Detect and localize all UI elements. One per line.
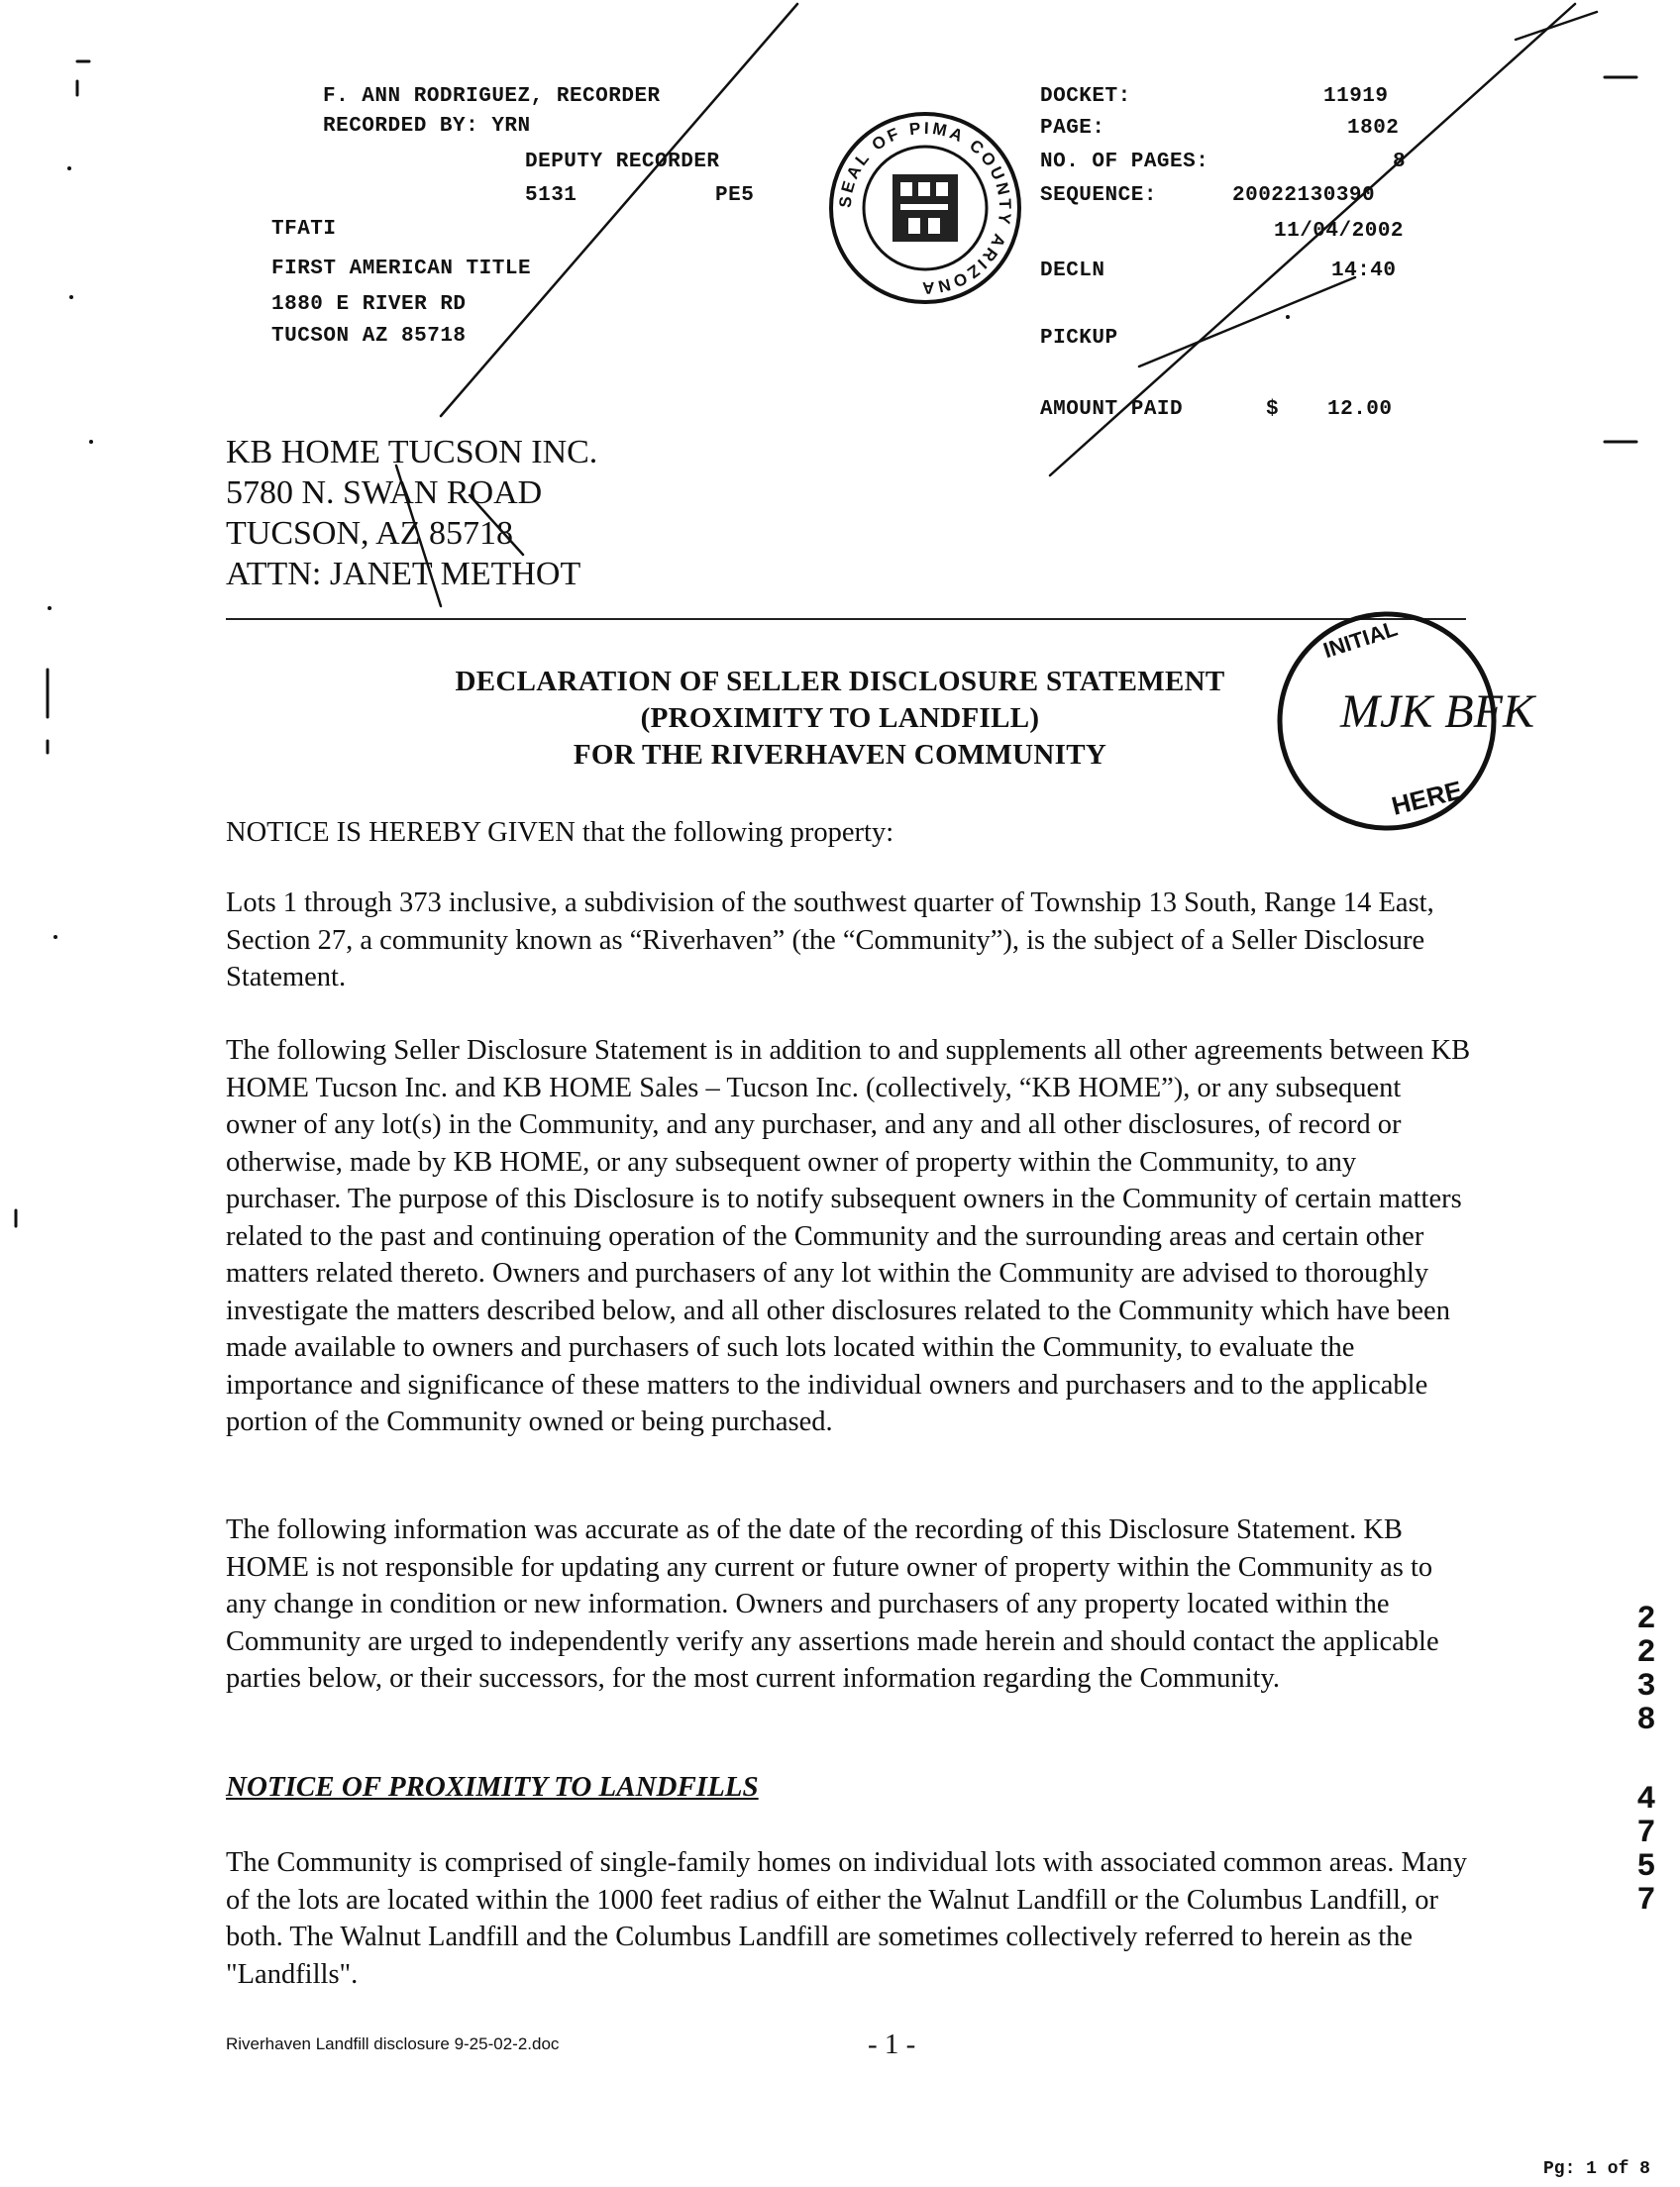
side-digit: 2 [1636, 1634, 1656, 1671]
notice-text: NOTICE IS HEREBY GIVEN that the following property: [226, 817, 894, 848]
side-reference-bottom [1627, 1783, 1666, 1918]
side-digit: 4 [1636, 1781, 1656, 1818]
declaration-title-line2: (PROXIMITY TO LANDFILL) [640, 702, 1040, 734]
pickup-label: PICKUP [1040, 327, 1118, 350]
docket-value: 11919 [1323, 85, 1389, 108]
amount-value: 12.00 [1327, 398, 1393, 421]
paragraph-4 [226, 1844, 1474, 1993]
seal-text: SEAL OF PIMA COUNTY ARIZONA [835, 118, 1015, 298]
stamp-initials: MJK BFK [1340, 685, 1534, 738]
recorder-code-left: 5131 [525, 184, 578, 207]
return-address [226, 432, 597, 594]
declaration-title-line1: DECLARATION OF SELLER DISCLOSURE STATEMENT [455, 666, 1225, 697]
paragraph-4-text: The Community is comprised of single-family homes on individual lots with associated common areas. Many of the lots are located within the 1000 feet radius of either the Walnut Landfill or the Columbus Landfill, or both. The Walnut Landfill and the Columbus Landfill are sometimes collectively referred to herein as the "Landfills". [226, 1847, 1467, 1990]
decln-label: DECLN [1040, 260, 1105, 282]
side-reference-top [1627, 1603, 1666, 1737]
stamp-bottom-text: HERE [1388, 775, 1466, 821]
side-digit: 7 [1636, 1815, 1656, 1851]
sequence-value: 20022130390 [1232, 184, 1376, 207]
recorder-code-right: PE5 [715, 184, 755, 207]
side-digit: 3 [1636, 1668, 1656, 1705]
amount-paid-label: AMOUNT PAID [1040, 398, 1184, 421]
company-city: TUCSON AZ 85718 [271, 325, 467, 348]
paragraph-3-text: The following information was accurate as of the date of the recording of this Disclosure Statement. KB HOME is not responsible for updating any current or future owner of property within the Community as to any change in condition or new information. Owners and purchasers of any property located within the Community are urged to independently verify any assertions made herein and should contact the applicable parties below, or their successors, for the most current information regarding the Community. [226, 1514, 1439, 1694]
stamp-top-text: INITIAL [1319, 615, 1401, 664]
paragraph-1-text: Lots 1 through 373 inclusive, a subdivision of the southwest quarter of Township 13 South, Range 14 East, Section 27, a community known as “Riverhaven” (the “Community”), is the subject of a Seller Disclosure Statement. [226, 887, 1434, 992]
return-address-line2: 5780 N. SWAN ROAD [226, 474, 543, 511]
return-address-line3: TUCSON, AZ 85718 [226, 515, 513, 552]
sequence-label: SEQUENCE: [1040, 184, 1157, 207]
amount-currency: $ [1266, 398, 1280, 421]
tfati-code: TFATI [271, 218, 337, 241]
declaration-title-line3: FOR THE RIVERHAVEN COMMUNITY [573, 739, 1107, 771]
no-pages-label: NO. OF PAGES: [1040, 151, 1209, 173]
paragraph-2 [226, 1032, 1474, 1441]
page-label: PAGE: [1040, 117, 1105, 140]
side-digit: 5 [1636, 1848, 1656, 1885]
paragraph-3 [226, 1511, 1474, 1698]
return-address-line4: ATTN: JANET METHOT [226, 556, 581, 592]
footer-page-number: - 1 - [868, 2029, 916, 2060]
section-heading: NOTICE OF PROXIMITY TO LANDFILLS [226, 1771, 759, 1803]
record-time: 14:40 [1331, 260, 1397, 282]
recorder-page-count: Pg: 1 of 8 [1542, 2159, 1650, 2179]
paragraph-1 [226, 885, 1474, 996]
no-pages-value: 8 [1393, 151, 1407, 173]
deputy-recorder: DEPUTY RECORDER [525, 151, 720, 173]
docket-label: DOCKET: [1040, 85, 1131, 108]
record-date: 11/04/2002 [1274, 220, 1405, 243]
company-street: 1880 E RIVER RD [271, 293, 467, 316]
paragraph-2-text: The following Seller Disclosure Statement is in addition to and supplements all other agreements between KB HOME Tucson Inc. and KB HOME Sales – Tucson Inc. (collectively, “KB HOME”), or any subsequent owner of any lot(s) in the Community, and any purchaser, and any and all other disclosures, of record or otherwise, made by KB HOME, or any subsequent owner of property within the Community, to any purchaser. The purpose of this Disclosure is to notify subsequent owners in the Community of certain matters related to the past and continuing operation of the Community and the surrounding areas and certain other matters related thereto. Owners and purchasers of any lot within the Community are advised to thoroughly investigate the matters described below, and all other disclosures related to the Community which have been made available to owners and purchasers of such lots located within the Community, to evaluate the importance and significance of these matters to the individual owners and purchasers and to the applicable portion of the Community owned or being purchased. [226, 1035, 1471, 1437]
title-company: FIRST AMERICAN TITLE [271, 258, 532, 280]
notice-line [226, 814, 1474, 852]
return-address-line1: KB HOME TUCSON INC. [226, 434, 598, 470]
recorded-by: RECORDED BY: YRN [323, 115, 531, 138]
recorder-name: F. ANN RODRIGUEZ, RECORDER [323, 85, 661, 108]
page-value: 1802 [1347, 117, 1400, 140]
side-digit: 7 [1636, 1882, 1656, 1919]
side-digit: 8 [1636, 1702, 1656, 1738]
side-digit: 2 [1636, 1601, 1656, 1637]
county-seal-icon [821, 109, 1029, 307]
footer-filename: Riverhaven Landfill disclosure 9-25-02-2.doc [226, 2034, 560, 2053]
